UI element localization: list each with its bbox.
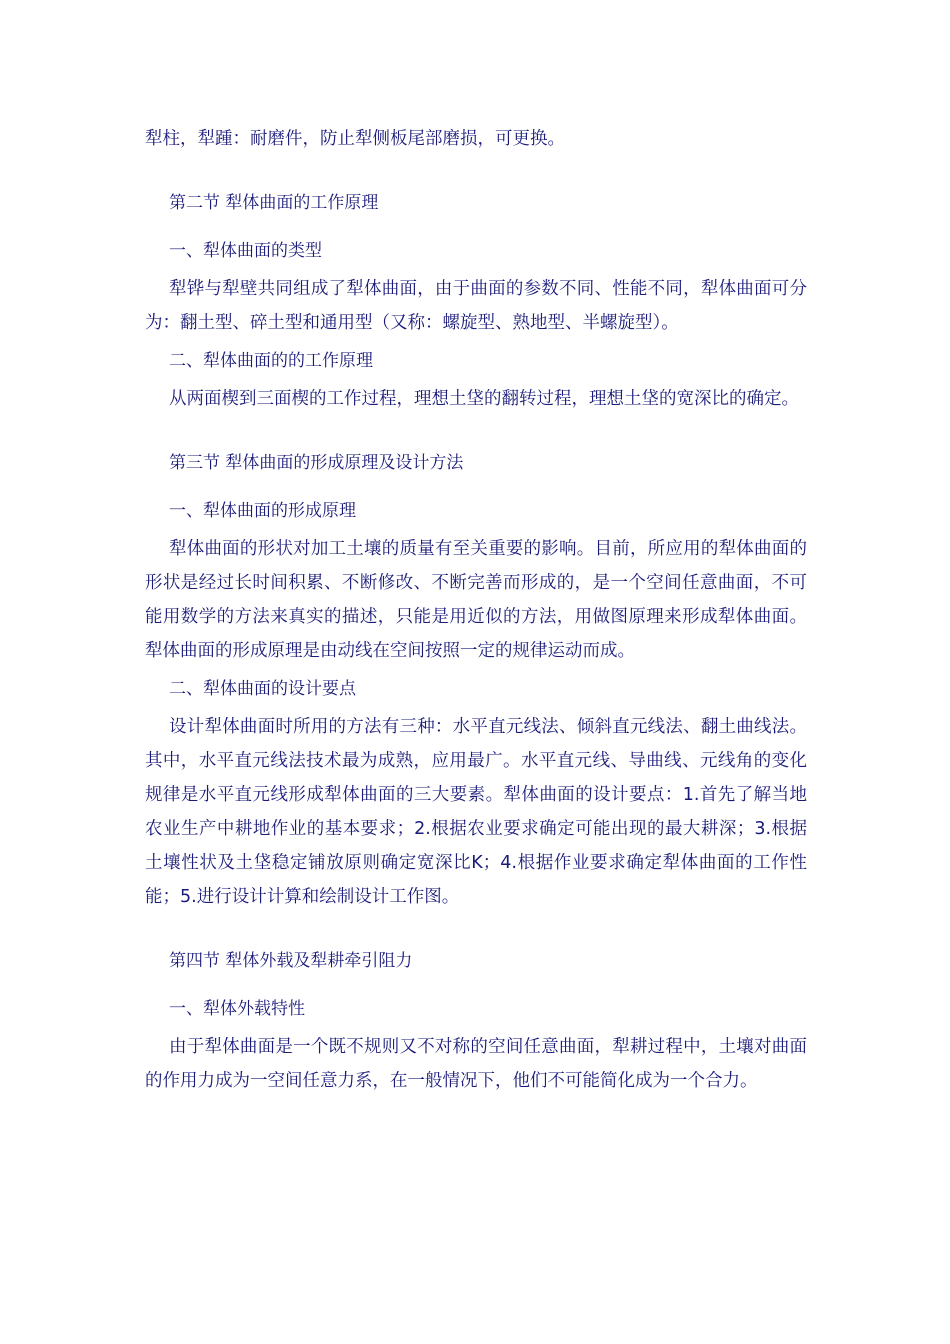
section-2-heading-2: 二、犁体曲面的的工作原理 <box>169 351 373 371</box>
section-3-paragraph-2: 设计犁体曲面时所用的方法有三种：水平直元线法、倾斜直元线法、翻土曲线法。其中，水平直元线法技术最为成熟，应用最广。水平直元线、导曲线、元线角的变化规律是水平直元线形成犁体曲面的三大要素。犁体曲面的设计要点：1.首先了解当地农业生产中耕地作业的基本要求；2.根据农业要求确定可能出现的最大耕深；3.根据土壤性状及土垡稳定铺放原则确定宽深比K；4.根据作业要求确定犁体曲面的工作性能；5.进行设计计算和绘制设计工作图。 <box>145 717 807 907</box>
section-3-paragraph-1: 犁体曲面的形状对加工土壤的质量有至关重要的影响。目前，所应用的犁体曲面的形状是经过长时间积累、不断修改、不断完善而形成的，是一个空间任意曲面，不可能用数学的方法来真实的描述，只能是用近似的方法，用做图原理来形成犁体曲面。犁体曲面的形成原理是由动线在空间按照一定的规律运动而成。 <box>145 539 807 661</box>
spacer <box>145 416 807 446</box>
section-4-title: 第四节 犁体外载及犁耕牵引阻力 <box>169 951 413 971</box>
document-page <box>145 122 807 1098</box>
section-3-heading-2: 二、犁体曲面的设计要点 <box>169 679 356 699</box>
spacer <box>145 220 807 234</box>
spacer <box>145 978 807 992</box>
section-2-paragraph-2: 从两面楔到三面楔的工作过程，理想土垡的翻转过程，理想土垡的宽深比的确定。 <box>169 389 799 409</box>
section-3-title: 第三节 犁体曲面的形成原理及设计方法 <box>169 453 464 473</box>
intro-paragraph: 犁柱，犁踵：耐磨件，防止犁侧板尾部磨损，可更换。 <box>145 129 565 149</box>
section-4-paragraph-1: 由于犁体曲面是一个既不规则又不对称的空间任意曲面，犁耕过程中，土壤对曲面的作用力成为一空间任意力系，在一般情况下，他们不可能简化成为一个合力。 <box>145 1037 807 1091</box>
section-4-heading-1: 一、犁体外载特性 <box>169 999 305 1019</box>
section-2-heading-1: 一、犁体曲面的类型 <box>169 241 322 261</box>
section-3-heading-1: 一、犁体曲面的形成原理 <box>169 501 356 521</box>
spacer <box>145 480 807 494</box>
section-2-paragraph-1: 犁铧与犁壁共同组成了犁体曲面，由于曲面的参数不同、性能不同，犁体曲面可分为：翻土型、碎土型和通用型（又称：螺旋型、熟地型、半螺旋型）。 <box>145 279 807 333</box>
section-2-title: 第二节 犁体曲面的工作原理 <box>169 193 379 213</box>
spacer <box>145 156 807 186</box>
spacer <box>145 914 807 944</box>
